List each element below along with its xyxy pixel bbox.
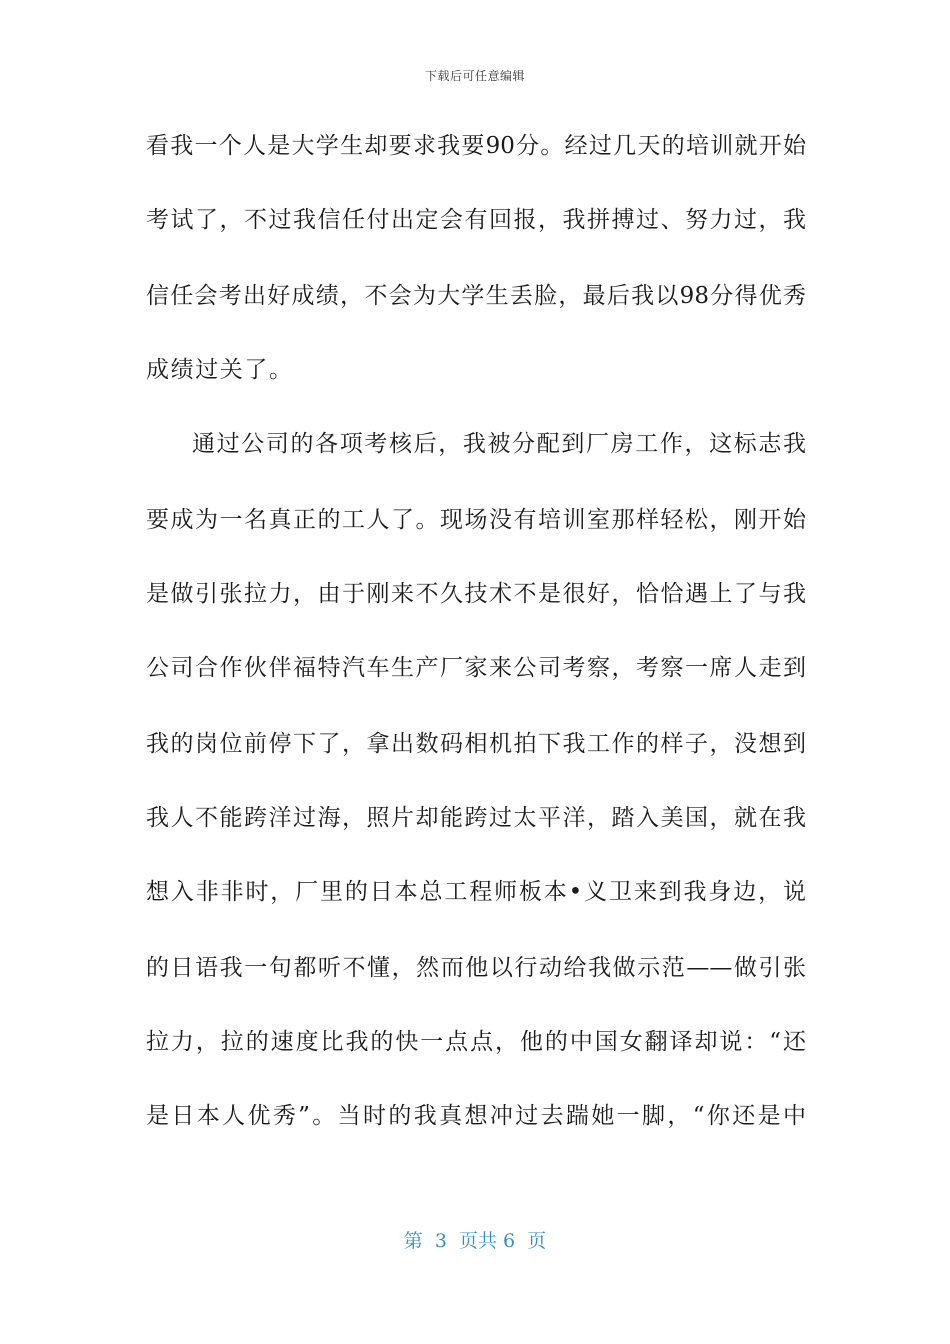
paragraph-line: 拉力，拉的速度比我的快一点点，他的中国女翻译却说：“还 (146, 1029, 806, 1055)
paragraph-line: 要成为一名真正的工人了。现场没有培训室那样轻松，刚开始 (146, 507, 806, 533)
paragraph-line: 成绩过关了。 (146, 357, 294, 383)
page-header: 下载后可任意编辑 (424, 69, 525, 83)
paragraph-line: 是日本人优秀”。当时的我真想冲过去踹她一脚，“你还是中 (146, 1103, 806, 1129)
page-number-footer: 第 3 页共 6 页 (403, 1230, 547, 1252)
paragraph-line: 通过公司的各项考核后，我被分配到厂房工作，这标志我 (192, 431, 806, 457)
paragraph-line: 的日语我一句都听不懂，然而他以行动给我做示范——做引张 (146, 955, 806, 981)
paragraph-line: 是做引张拉力，由于刚来不久技术不是很好，恰恰遇上了与我 (146, 581, 806, 607)
paragraph-line: 考试了，不过我信任付出定会有回报，我拼搏过、努力过，我 (146, 207, 806, 233)
paragraph-line: 看我一个人是大学生却要求我要90分。经过几天的培训就开始 (146, 133, 806, 159)
paragraph-line: 公司合作伙伴福特汽车生产厂家来公司考察，考察一席人走到 (146, 655, 806, 681)
paragraph-line: 我人不能跨洋过海，照片却能跨过太平洋，踏入美国，就在我 (146, 805, 806, 831)
paragraph-line: 信任会考出好成绩，不会为大学生丢脸，最后我以98分得优秀 (146, 283, 806, 309)
paragraph-line: 想入非非时，厂里的日本总工程师板本•义卫来到我身边，说 (146, 879, 806, 905)
paragraph-line: 我的岗位前停下了，拿出数码相机拍下我工作的样子，没想到 (146, 731, 806, 757)
